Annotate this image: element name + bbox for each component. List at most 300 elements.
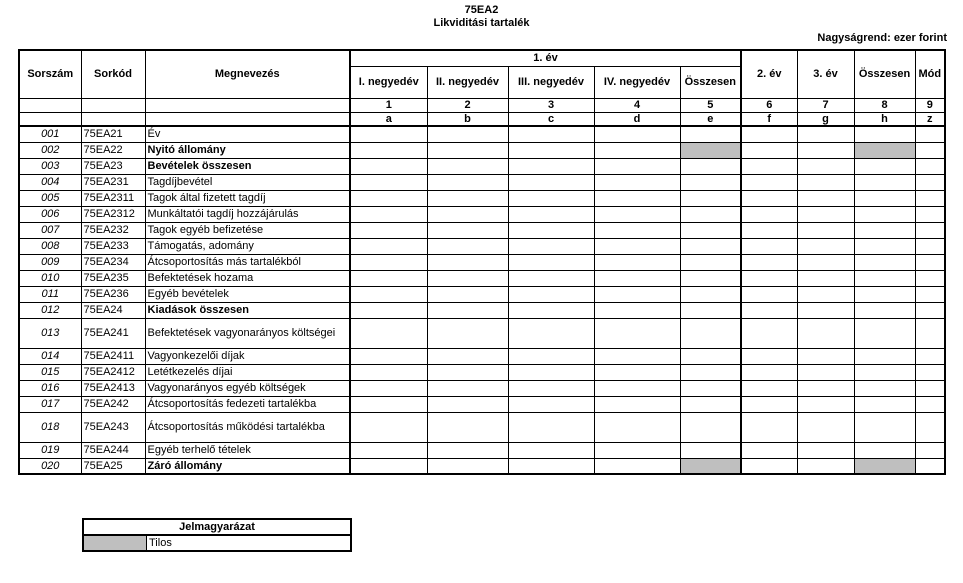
form-title: Likviditási tartalék (433, 17, 530, 29)
row-code: 75EA23 (81, 158, 145, 174)
data-cell[interactable] (594, 174, 680, 190)
data-cell[interactable] (508, 396, 594, 412)
data-cell[interactable] (797, 364, 854, 380)
col-number: 5 (680, 98, 741, 112)
data-cell[interactable] (854, 442, 915, 458)
data-cell[interactable] (797, 442, 854, 458)
row-name: Átcsoportosítás más tartalékból (145, 254, 350, 270)
data-cell[interactable] (427, 412, 508, 442)
data-cell[interactable] (350, 458, 427, 474)
data-cell[interactable] (741, 318, 797, 348)
col-letter: c (508, 112, 594, 126)
header-year3: 3. év (797, 50, 854, 98)
data-cell[interactable] (915, 270, 945, 286)
data-cell[interactable] (915, 286, 945, 302)
data-cell[interactable] (350, 442, 427, 458)
row-name: Munkáltatói tagdíj hozzájárulás (145, 206, 350, 222)
row-name: Támogatás, adomány (145, 238, 350, 254)
data-cell[interactable] (350, 318, 427, 348)
row-name: Átcsoportosítás fedezeti tartalékba (145, 396, 350, 412)
header-year1: 1. év (350, 50, 741, 66)
row-number: 001 (19, 126, 81, 142)
data-cell[interactable] (350, 364, 427, 380)
data-cell[interactable] (594, 380, 680, 396)
data-cell[interactable] (680, 270, 741, 286)
data-cell[interactable] (741, 302, 797, 318)
forbidden-cell (854, 458, 915, 474)
table-row (19, 442, 945, 458)
header-spacer (81, 98, 145, 112)
data-cell[interactable] (797, 348, 854, 364)
data-cell[interactable] (508, 364, 594, 380)
row-name: Év (145, 126, 350, 142)
data-cell[interactable] (915, 206, 945, 222)
data-cell[interactable] (427, 190, 508, 206)
data-cell[interactable] (350, 380, 427, 396)
data-cell[interactable] (797, 302, 854, 318)
table-row (19, 174, 945, 190)
table-row (19, 364, 945, 380)
data-cell[interactable] (350, 412, 427, 442)
table-row (19, 380, 945, 396)
data-cell[interactable] (680, 174, 741, 190)
data-cell[interactable] (915, 380, 945, 396)
data-cell[interactable] (680, 222, 741, 238)
data-cell[interactable] (797, 238, 854, 254)
data-cell[interactable] (854, 302, 915, 318)
data-cell[interactable] (741, 412, 797, 442)
data-cell[interactable] (741, 458, 797, 474)
data-cell[interactable] (427, 364, 508, 380)
header-sorkod: Sorkód (81, 50, 145, 98)
data-cell[interactable] (680, 348, 741, 364)
row-number: 011 (19, 286, 81, 302)
row-code: 75EA2312 (81, 206, 145, 222)
data-cell[interactable] (508, 380, 594, 396)
data-cell[interactable] (594, 158, 680, 174)
data-cell[interactable] (508, 142, 594, 158)
row-name: Tagok által fizetett tagdíj (145, 190, 350, 206)
header-spacer (19, 98, 81, 112)
data-cell[interactable] (741, 126, 797, 142)
legend (82, 518, 352, 552)
row-number: 008 (19, 238, 81, 254)
data-cell[interactable] (427, 142, 508, 158)
row-code: 75EA234 (81, 254, 145, 270)
data-cell[interactable] (915, 238, 945, 254)
data-cell[interactable] (427, 380, 508, 396)
data-cell[interactable] (594, 396, 680, 412)
data-cell[interactable] (508, 206, 594, 222)
table-row (19, 222, 945, 238)
data-cell[interactable] (508, 174, 594, 190)
col-number: 7 (797, 98, 854, 112)
data-cell[interactable] (594, 270, 680, 286)
header-osszesen2: Összesen (854, 50, 915, 98)
data-cell[interactable] (854, 364, 915, 380)
data-cell[interactable] (797, 190, 854, 206)
data-cell[interactable] (427, 348, 508, 364)
data-cell[interactable] (741, 238, 797, 254)
col-number: 4 (594, 98, 680, 112)
table-row (19, 206, 945, 222)
row-name: Átcsoportosítás működési tartalékba (145, 412, 350, 442)
data-cell[interactable] (741, 142, 797, 158)
data-cell[interactable] (797, 174, 854, 190)
data-cell[interactable] (350, 222, 427, 238)
data-cell[interactable] (797, 222, 854, 238)
data-cell[interactable] (594, 364, 680, 380)
data-cell[interactable] (594, 412, 680, 442)
row-name: Letétkezelés díjai (145, 364, 350, 380)
row-number: 004 (19, 174, 81, 190)
data-cell[interactable] (797, 380, 854, 396)
col-number: 6 (741, 98, 797, 112)
row-number: 013 (19, 318, 81, 348)
data-cell[interactable] (680, 126, 741, 142)
header-q1: I. negyedév (350, 66, 427, 98)
data-cell[interactable] (741, 380, 797, 396)
data-cell[interactable] (594, 206, 680, 222)
header-sorszam: Sorszám (19, 50, 81, 98)
data-cell[interactable] (350, 158, 427, 174)
data-cell[interactable] (741, 270, 797, 286)
row-code: 75EA22 (81, 142, 145, 158)
data-cell[interactable] (508, 442, 594, 458)
data-cell[interactable] (854, 412, 915, 442)
data-cell[interactable] (508, 190, 594, 206)
header-megnevezes: Megnevezés (145, 50, 350, 98)
data-cell[interactable] (427, 238, 508, 254)
col-letter: b (427, 112, 508, 126)
header-year2: 2. év (741, 50, 797, 98)
data-cell[interactable] (508, 286, 594, 302)
col-letter: g (797, 112, 854, 126)
data-cell[interactable] (854, 126, 915, 142)
data-cell[interactable] (427, 302, 508, 318)
data-cell[interactable] (508, 302, 594, 318)
header-spacer (19, 112, 81, 126)
col-letter: d (594, 112, 680, 126)
row-number: 015 (19, 364, 81, 380)
data-cell[interactable] (427, 286, 508, 302)
data-cell[interactable] (741, 286, 797, 302)
data-cell[interactable] (508, 238, 594, 254)
data-cell[interactable] (508, 254, 594, 270)
data-cell[interactable] (594, 238, 680, 254)
forbidden-cell (680, 142, 741, 158)
data-cell[interactable] (741, 158, 797, 174)
data-cell[interactable] (427, 206, 508, 222)
data-cell[interactable] (594, 222, 680, 238)
data-cell[interactable] (797, 270, 854, 286)
data-cell[interactable] (427, 396, 508, 412)
data-cell[interactable] (915, 412, 945, 442)
data-cell[interactable] (741, 190, 797, 206)
data-cell[interactable] (508, 222, 594, 238)
data-cell[interactable] (427, 318, 508, 348)
data-cell[interactable] (680, 318, 741, 348)
data-cell[interactable] (854, 222, 915, 238)
data-cell[interactable] (741, 396, 797, 412)
data-cell[interactable] (427, 442, 508, 458)
row-name: Befektetések hozama (145, 270, 350, 286)
data-cell[interactable] (427, 270, 508, 286)
table-row (19, 348, 945, 364)
data-cell[interactable] (915, 364, 945, 380)
header-q2: II. negyedév (427, 66, 508, 98)
data-cell[interactable] (915, 302, 945, 318)
data-cell[interactable] (797, 286, 854, 302)
row-code: 75EA244 (81, 442, 145, 458)
data-cell[interactable] (508, 270, 594, 286)
data-cell[interactable] (854, 270, 915, 286)
data-cell[interactable] (915, 222, 945, 238)
row-number: 019 (19, 442, 81, 458)
data-cell[interactable] (854, 318, 915, 348)
data-cell[interactable] (508, 458, 594, 474)
data-cell[interactable] (680, 396, 741, 412)
header-q4: IV. negyedév (594, 66, 680, 98)
data-cell[interactable] (854, 254, 915, 270)
data-cell[interactable] (741, 348, 797, 364)
data-cell[interactable] (350, 238, 427, 254)
row-number: 007 (19, 222, 81, 238)
form-code: 75EA2 (464, 4, 499, 16)
data-cell[interactable] (508, 318, 594, 348)
data-cell[interactable] (508, 412, 594, 442)
data-cell[interactable] (741, 222, 797, 238)
data-cell[interactable] (680, 412, 741, 442)
data-cell[interactable] (797, 254, 854, 270)
data-cell[interactable] (680, 380, 741, 396)
data-cell[interactable] (915, 174, 945, 190)
table-row (19, 396, 945, 412)
col-letter: e (680, 112, 741, 126)
data-cell[interactable] (350, 142, 427, 158)
row-name: Kiadások összesen (145, 302, 350, 318)
legend-forbidden-swatch (83, 535, 147, 551)
data-cell[interactable] (350, 348, 427, 364)
row-name: Tagdíjbevétel (145, 174, 350, 190)
row-name: Bevételek összesen (145, 158, 350, 174)
data-cell[interactable] (741, 254, 797, 270)
data-cell[interactable] (854, 286, 915, 302)
data-cell[interactable] (594, 190, 680, 206)
data-cell[interactable] (350, 190, 427, 206)
data-cell[interactable] (594, 348, 680, 364)
data-cell[interactable] (427, 458, 508, 474)
row-code: 75EA232 (81, 222, 145, 238)
data-cell[interactable] (854, 190, 915, 206)
col-number: 9 (915, 98, 945, 112)
data-cell[interactable] (915, 396, 945, 412)
data-cell[interactable] (594, 142, 680, 158)
data-cell[interactable] (350, 126, 427, 142)
row-number: 002 (19, 142, 81, 158)
data-cell[interactable] (594, 442, 680, 458)
row-number: 017 (19, 396, 81, 412)
data-cell[interactable] (508, 348, 594, 364)
table-row (19, 190, 945, 206)
row-code: 75EA2311 (81, 190, 145, 206)
data-cell[interactable] (680, 286, 741, 302)
data-cell[interactable] (741, 206, 797, 222)
header-spacer (145, 112, 350, 126)
data-cell[interactable] (915, 348, 945, 364)
table-row (19, 142, 945, 158)
data-cell[interactable] (854, 396, 915, 412)
data-cell[interactable] (854, 348, 915, 364)
row-number: 020 (19, 458, 81, 474)
col-number: 8 (854, 98, 915, 112)
table-row (19, 126, 945, 142)
row-name: Vagyonarányos egyéb költségek (145, 380, 350, 396)
data-cell[interactable] (594, 126, 680, 142)
data-cell[interactable] (508, 126, 594, 142)
row-code: 75EA242 (81, 396, 145, 412)
data-cell[interactable] (680, 238, 741, 254)
data-cell[interactable] (350, 286, 427, 302)
data-cell[interactable] (427, 126, 508, 142)
data-cell[interactable] (680, 206, 741, 222)
data-cell[interactable] (915, 158, 945, 174)
row-number: 003 (19, 158, 81, 174)
data-cell[interactable] (427, 254, 508, 270)
col-number: 1 (350, 98, 427, 112)
data-cell[interactable] (854, 206, 915, 222)
row-name: Tagok egyéb befizetése (145, 222, 350, 238)
data-cell[interactable] (854, 158, 915, 174)
row-code: 75EA25 (81, 458, 145, 474)
table-row (19, 458, 945, 474)
data-cell[interactable] (594, 286, 680, 302)
data-cell[interactable] (854, 174, 915, 190)
row-name: Nyitó állomány (145, 142, 350, 158)
data-cell[interactable] (915, 142, 945, 158)
table-row (19, 412, 945, 442)
row-code: 75EA24 (81, 302, 145, 318)
data-cell[interactable] (915, 318, 945, 348)
forbidden-cell (854, 142, 915, 158)
table-row (19, 286, 945, 302)
row-number: 018 (19, 412, 81, 442)
row-number: 009 (19, 254, 81, 270)
data-cell[interactable] (350, 254, 427, 270)
data-cell[interactable] (854, 380, 915, 396)
data-cell[interactable] (797, 458, 854, 474)
row-code: 75EA21 (81, 126, 145, 142)
data-cell[interactable] (797, 396, 854, 412)
row-name: Egyéb bevételek (145, 286, 350, 302)
data-cell[interactable] (797, 206, 854, 222)
data-cell[interactable] (508, 158, 594, 174)
col-letter: a (350, 112, 427, 126)
data-cell[interactable] (427, 174, 508, 190)
row-code: 75EA243 (81, 412, 145, 442)
data-cell[interactable] (680, 254, 741, 270)
data-cell[interactable] (680, 364, 741, 380)
data-cell[interactable] (854, 238, 915, 254)
row-number: 010 (19, 270, 81, 286)
col-letter: h (854, 112, 915, 126)
data-cell[interactable] (680, 190, 741, 206)
data-cell[interactable] (594, 318, 680, 348)
data-cell[interactable] (594, 458, 680, 474)
row-name: Egyéb terhelő tételek (145, 442, 350, 458)
data-cell[interactable] (741, 364, 797, 380)
data-cell[interactable] (350, 206, 427, 222)
row-code: 75EA2411 (81, 348, 145, 364)
data-cell[interactable] (594, 302, 680, 318)
table-row (19, 270, 945, 286)
row-number: 006 (19, 206, 81, 222)
row-number: 005 (19, 190, 81, 206)
row-number: 014 (19, 348, 81, 364)
table-row (19, 238, 945, 254)
data-cell[interactable] (427, 222, 508, 238)
data-cell[interactable] (915, 458, 945, 474)
data-cell[interactable] (915, 190, 945, 206)
data-cell[interactable] (915, 442, 945, 458)
table-row (19, 254, 945, 270)
liquidity-table (18, 49, 946, 475)
col-number: 2 (427, 98, 508, 112)
header-q3: III. negyedév (508, 66, 594, 98)
header-spacer (145, 98, 350, 112)
data-cell[interactable] (680, 302, 741, 318)
col-letter: f (741, 112, 797, 126)
legend-forbidden-label: Tilos (149, 537, 172, 549)
data-cell[interactable] (741, 442, 797, 458)
unit-label: Nagyságrend: ezer forint (817, 32, 947, 44)
data-cell[interactable] (350, 270, 427, 286)
header-osszesen: Összesen (680, 66, 741, 98)
data-cell[interactable] (350, 396, 427, 412)
row-name: Befektetések vagyonarányos költségei (145, 318, 350, 348)
col-letter: z (915, 112, 945, 126)
row-code: 75EA233 (81, 238, 145, 254)
data-cell[interactable] (594, 254, 680, 270)
col-number: 3 (508, 98, 594, 112)
row-number: 016 (19, 380, 81, 396)
data-cell[interactable] (680, 158, 741, 174)
data-cell[interactable] (915, 254, 945, 270)
data-cell[interactable] (797, 142, 854, 158)
data-cell[interactable] (915, 126, 945, 142)
row-code: 75EA231 (81, 174, 145, 190)
data-cell[interactable] (797, 126, 854, 142)
legend-title: Jelmagyarázat (83, 519, 351, 535)
data-cell[interactable] (427, 158, 508, 174)
data-cell[interactable] (797, 158, 854, 174)
table-row (19, 318, 945, 348)
data-cell[interactable] (350, 302, 427, 318)
data-cell[interactable] (350, 174, 427, 190)
data-cell[interactable] (797, 412, 854, 442)
forbidden-cell (680, 458, 741, 474)
data-cell[interactable] (680, 442, 741, 458)
data-cell[interactable] (797, 318, 854, 348)
table-row (19, 302, 945, 318)
data-cell[interactable] (741, 174, 797, 190)
row-code: 75EA2412 (81, 364, 145, 380)
table-row (19, 158, 945, 174)
row-code: 75EA235 (81, 270, 145, 286)
row-name: Záró állomány (145, 458, 350, 474)
header-spacer (81, 112, 145, 126)
row-code: 75EA2413 (81, 380, 145, 396)
